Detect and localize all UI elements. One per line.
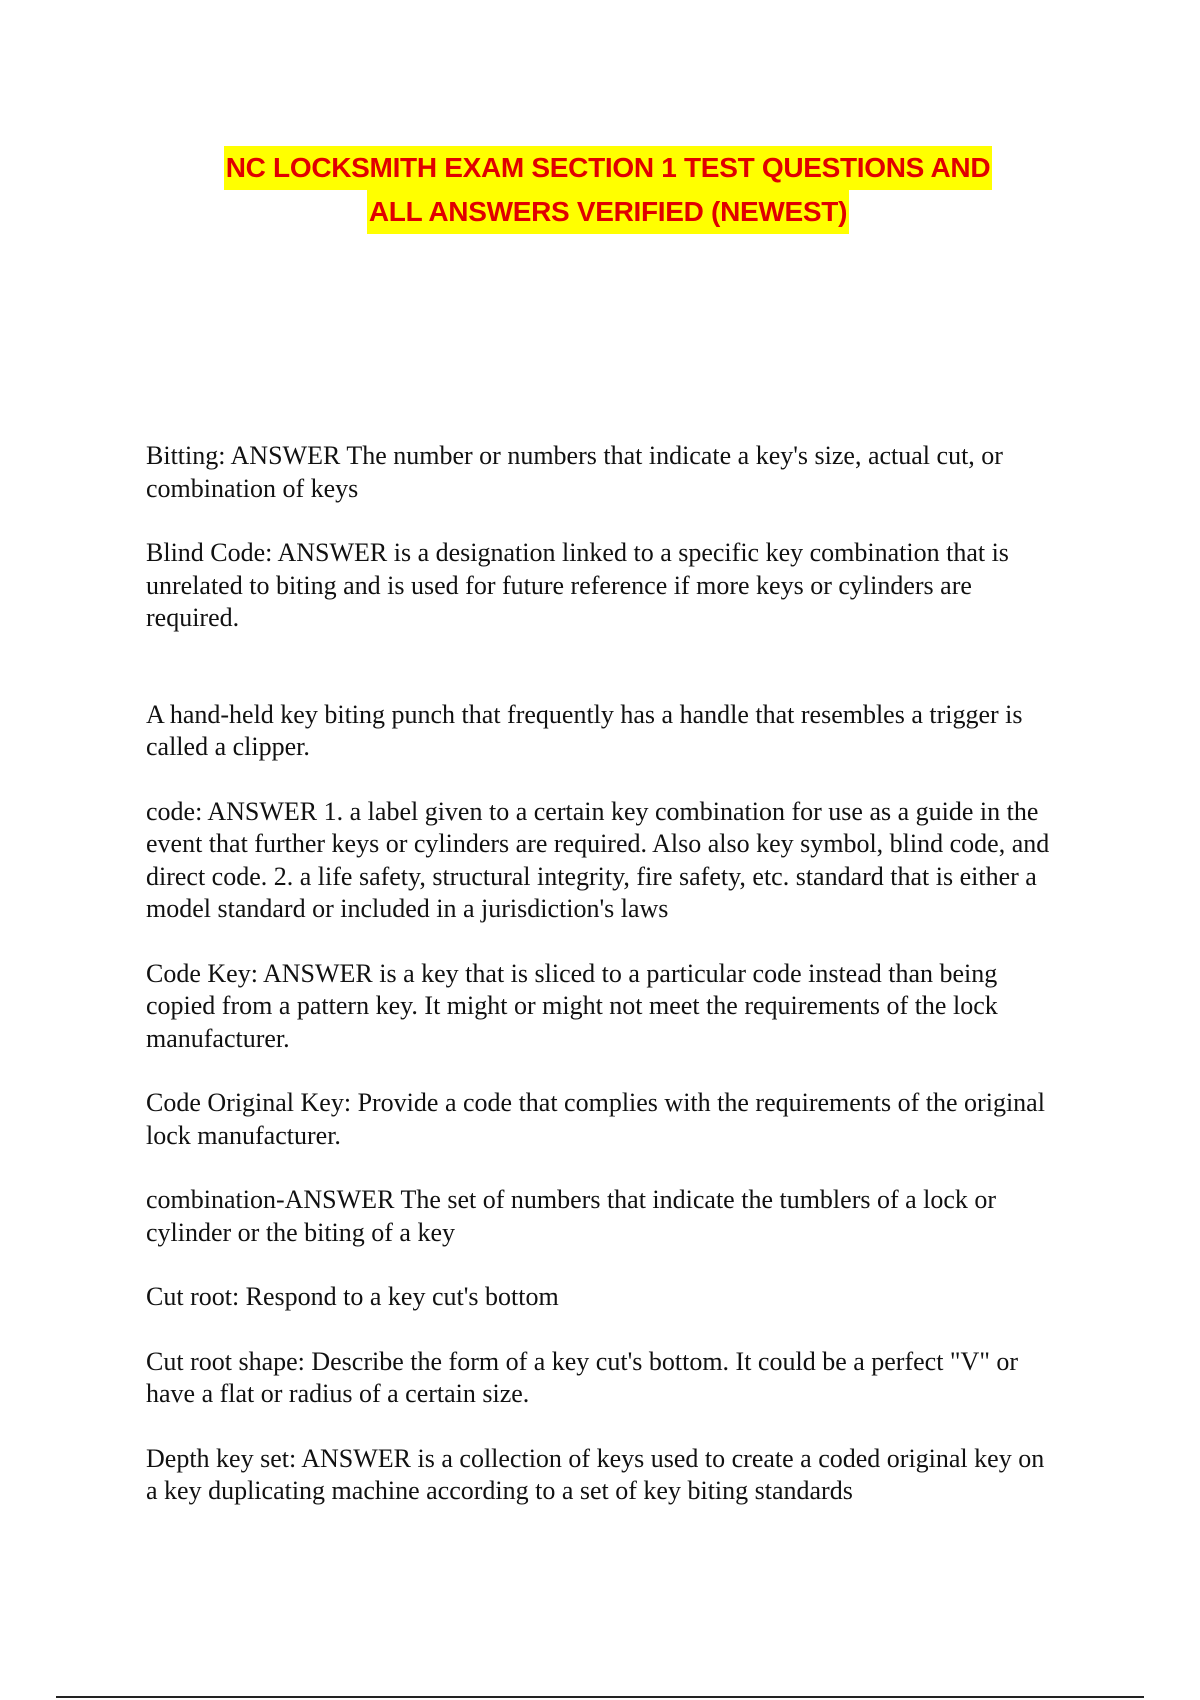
entry-depth-key-set: Depth key set: ANSWER is a collection of keys used to create a coded original key on a key duplicating machine according to a set of key biting standards	[146, 1443, 1045, 1505]
entry-blind-code: Blind Code: ANSWER is a designation linked to a specific key combination that is unrelated to biting and is used for future reference if more keys or cylinders are required.	[146, 538, 1009, 632]
entry-code-original-key: Code Original Key: Provide a code that complies with the requirements of the original lock manufacturer.	[146, 1088, 1045, 1150]
entry-code: code: ANSWER 1. a label given to a certain key combination for use as a guide in the event that further keys or cylinders are required. Also also key symbol, blind code, and direct code. 2. a life safety, structural integrity, fire safety, etc. standard that is either a model standard or included in a jurisdiction's laws	[146, 796, 1050, 923]
entry-cut-root: Cut root: Respond to a key cut's bottom	[146, 1282, 559, 1311]
document-title	[0, 146, 1200, 234]
entry-combination: combination-ANSWER The set of numbers that indicate the tumblers of a lock or cylinder or the biting of a key	[146, 1185, 997, 1247]
document-body	[146, 440, 1061, 1540]
entry-clipper: A hand-held key biting punch that frequently has a handle that resembles a trigger is called a clipper.	[146, 699, 1023, 761]
entry-code-key: Code Key: ANSWER is a key that is sliced to a particular code instead than being copied from a pattern key. It might or might not meet the requirements of the lock manufacturer.	[146, 958, 998, 1053]
title-line-1: NC LOCKSMITH EXAM SECTION 1 TEST QUESTIONS AND	[224, 146, 993, 190]
page-bottom-rule	[56, 1696, 1144, 1698]
title-line-2: ALL ANSWERS VERIFIED (NEWEST)	[367, 190, 849, 234]
entry-bitting: Bitting: ANSWER The number or numbers that indicate a key's size, actual cut, or combination of keys	[146, 441, 1003, 503]
entry-cut-root-shape: Cut root shape: Describe the form of a key cut's bottom. It could be a perfect "V" or have a flat or radius of a certain size.	[146, 1346, 1019, 1408]
